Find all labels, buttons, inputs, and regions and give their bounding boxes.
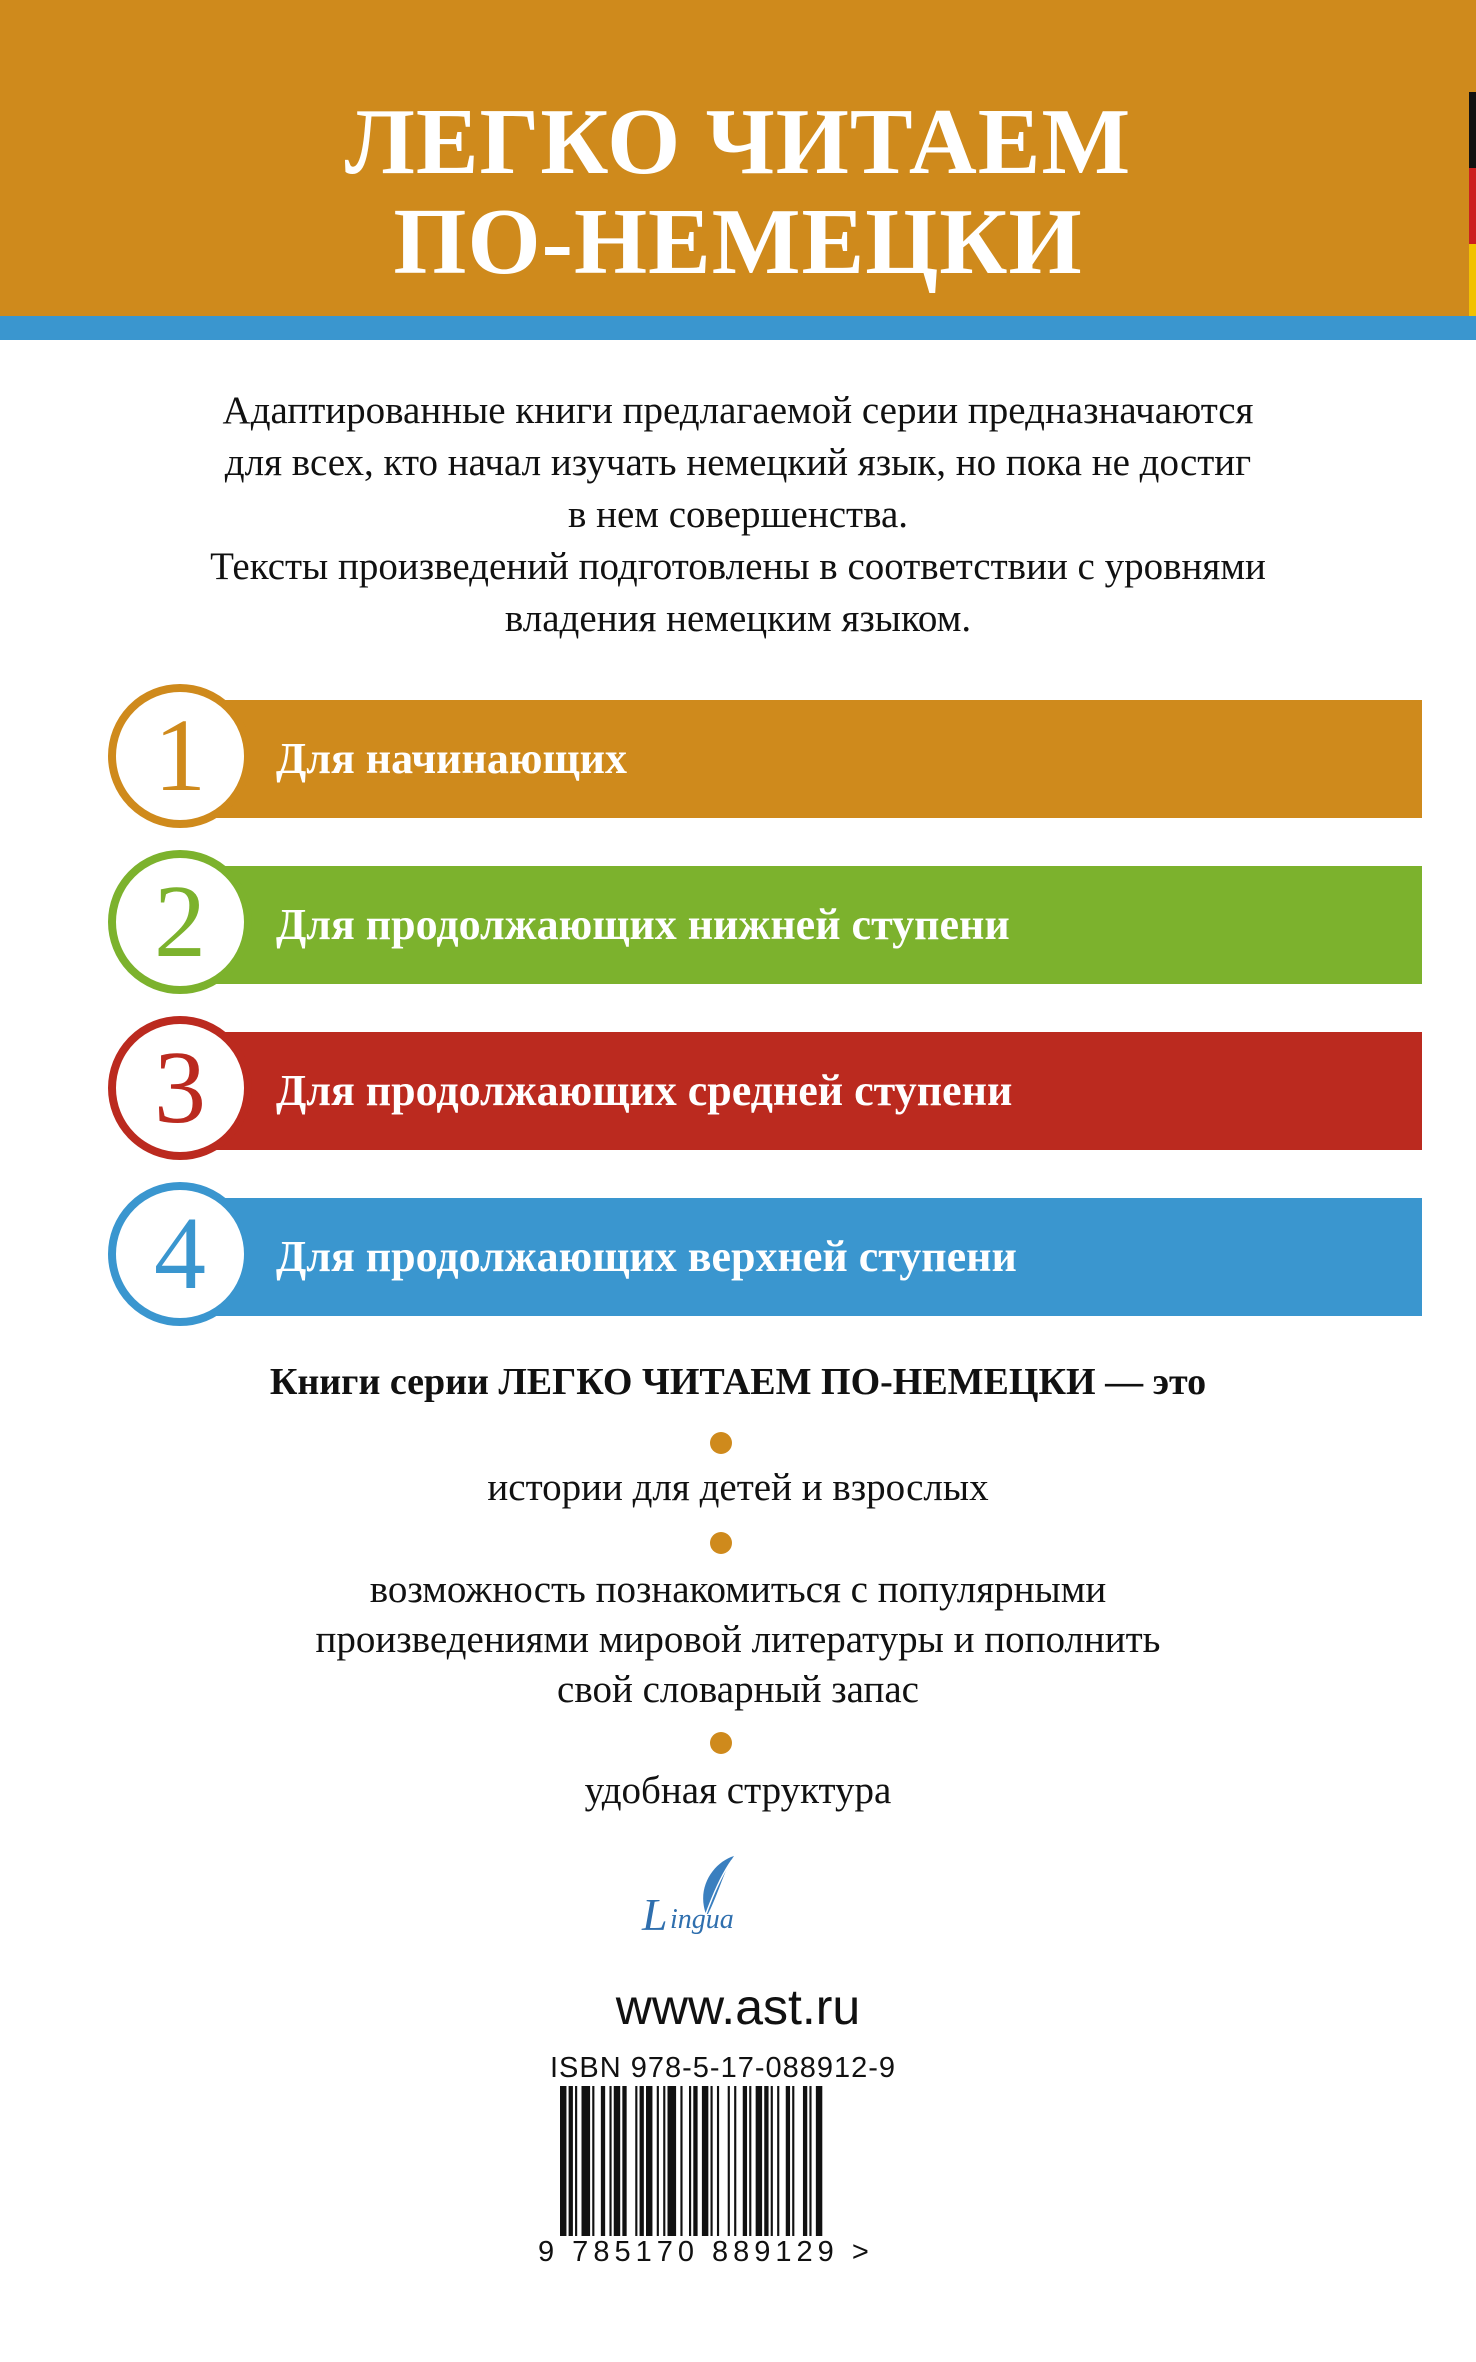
intro-paragraph	[80, 385, 1396, 645]
barcode-bar	[693, 2086, 697, 2258]
barcode-bar	[668, 2086, 677, 2258]
level-1-label: Для начинающих	[276, 734, 627, 783]
barcode-bar	[749, 2086, 751, 2258]
barcode-bar	[734, 2086, 736, 2258]
barcode-bar	[646, 2086, 652, 2258]
intro-line: в нем совершенства.	[567, 493, 909, 536]
level-4-number-badge: 4	[108, 1182, 252, 1326]
feature-line: свой словарный запас	[557, 1668, 919, 1711]
barcode-bar	[680, 2086, 682, 2258]
barcode-bar	[622, 2086, 626, 2258]
level-3-number-badge: 3	[108, 1016, 252, 1160]
level-3-row	[104, 1016, 1320, 1152]
barcode-bar	[803, 2086, 807, 2258]
barcode-bar	[816, 2086, 822, 2258]
barcode-bar	[560, 2086, 566, 2258]
level-2-label: Для продолжающих нижней ступени	[276, 900, 1010, 949]
level-4-row	[104, 1182, 1320, 1318]
level-2-number-badge: 2	[108, 850, 252, 994]
header-divider-stripe	[0, 316, 1476, 340]
german-flag-icon	[1469, 92, 1476, 320]
barcode-bar	[657, 2086, 659, 2258]
barcode-bar	[582, 2086, 591, 2258]
barcode-bar	[786, 2086, 790, 2258]
barcode-bar	[635, 2086, 637, 2258]
header-band	[0, 0, 1476, 316]
barcode-bar	[717, 2086, 719, 2258]
intro-line: Адаптированные книги предлагаемой серии предназначаются	[222, 389, 1254, 432]
barcode-bar	[601, 2086, 605, 2258]
feature-item	[80, 1766, 1396, 1816]
barcode-bar	[689, 2086, 691, 2258]
barcode-bar	[609, 2086, 611, 2258]
intro-line: для всех, кто начал изучать немецкий язык, но пока не достиг	[224, 441, 1252, 484]
flag-stripe-gold	[1469, 244, 1476, 320]
barcode-bar	[640, 2086, 644, 2258]
level-1-row	[104, 684, 1320, 820]
series-heading: Книги серии ЛЕГКО ЧИТАЕМ ПО-НЕМЕЦКИ — это	[269, 1361, 1207, 1403]
feature-line: удобная структура	[584, 1769, 892, 1812]
level-2-row	[104, 850, 1320, 986]
isbn-barcode	[560, 2086, 860, 2258]
title-line-1: ЛЕГКО ЧИТАЕМ	[344, 90, 1132, 194]
feature-item	[80, 1463, 1396, 1513]
level-1-number-badge: 1	[108, 684, 252, 828]
publisher-url: www.ast.ru	[615, 1979, 861, 2035]
barcode-bar	[614, 2086, 620, 2258]
intro-line: Тексты произведений подготовлены в соответствии с уровнями	[210, 545, 1266, 588]
level-4-label: Для продолжающих верхней ступени	[276, 1232, 1017, 1281]
barcode-bar	[663, 2086, 665, 2258]
barcode-bar	[777, 2086, 779, 2258]
barcode-bar	[711, 2086, 713, 2258]
barcode-bar	[575, 2086, 577, 2258]
feature-line: произведениями мировой литературы и пополнить	[315, 1618, 1161, 1661]
bullet-dot-icon	[710, 1532, 732, 1554]
barcode-bar	[792, 2086, 794, 2258]
title-line-2: ПО-НЕМЕЦКИ	[393, 190, 1083, 294]
barcode-bar	[702, 2086, 708, 2258]
bullet-dot-icon	[710, 1732, 732, 1754]
feature-item	[80, 1565, 1396, 1715]
barcode-bar	[569, 2086, 573, 2258]
intro-line: владения немецким языком.	[504, 597, 972, 640]
level-3-label: Для продолжающих средней ступени	[276, 1066, 1013, 1115]
barcode-bar	[809, 2086, 811, 2258]
feature-line: истории для детей и взрослых	[487, 1466, 989, 1509]
isbn-label: ISBN 978-5-17-088912-9	[550, 2052, 897, 2084]
book-series-title	[0, 92, 1476, 292]
feature-line: возможность познакомиться с популярными	[369, 1568, 1107, 1611]
barcode-digits: 9 785170 889129 >	[538, 2236, 874, 2268]
flag-stripe-black	[1469, 92, 1476, 168]
barcode-bar	[771, 2086, 773, 2258]
barcode-bar	[743, 2086, 747, 2258]
bullet-dot-icon	[710, 1432, 732, 1454]
flag-stripe-red	[1469, 168, 1476, 244]
barcode-bar	[756, 2086, 762, 2258]
barcode-bar	[592, 2086, 594, 2258]
barcode-bar	[764, 2086, 768, 2258]
svg-text:ingua: ingua	[670, 1904, 734, 1935]
svg-text:L: L	[642, 1889, 668, 1940]
barcode-bar	[728, 2086, 730, 2258]
lingua-logo-icon	[636, 1852, 796, 1962]
